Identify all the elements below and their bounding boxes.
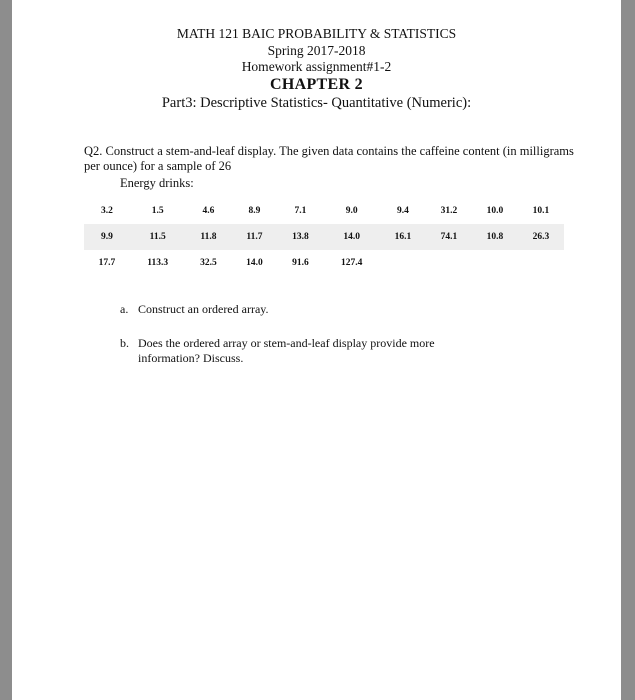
task-letter: a. <box>120 302 129 316</box>
task-letter: b. <box>120 336 129 350</box>
task-text-line1: Does the ordered array or stem-and-leaf display provide more <box>138 336 435 350</box>
table-cell: 31.2 <box>440 206 458 216</box>
chapter-heading: CHAPTER 2 <box>270 76 363 93</box>
table-cell: 10.8 <box>472 224 518 250</box>
assignment-label: Homework assignment#1-2 <box>241 59 392 74</box>
table-cell: 4.6 <box>202 206 215 216</box>
table-cell <box>380 250 426 276</box>
table-cell: 10.1 <box>532 206 550 216</box>
task-text: Construct an ordered array. <box>138 302 269 316</box>
table-row <box>84 250 564 276</box>
table-cell: 9.0 <box>345 206 358 216</box>
table-cell: 14.0 <box>323 224 380 250</box>
table-cell: 3.2 <box>101 206 113 216</box>
table-cell: 9.9 <box>84 224 130 250</box>
table-cell: 11.5 <box>130 224 185 250</box>
table-cell: 91.6 <box>292 258 309 268</box>
table-cell: 127.4 <box>340 258 363 268</box>
table-cell: 1.5 <box>151 206 164 216</box>
part-heading: Part3: Descriptive Statistics- Quantitative (Numeric): <box>161 95 472 111</box>
course-title: MATH 121 BAIC PROBABILITY & STATISTICS <box>176 26 457 41</box>
table-row <box>84 198 564 224</box>
question-text: Q2. Construct a stem-and-leaf display. The given data contains the caffeine content (in milligrams per ounce) for a sample of 26 <box>84 144 574 173</box>
table-cell: 14.0 <box>246 258 263 268</box>
table-cell: 8.9 <box>248 206 261 216</box>
table-cell: 113.3 <box>147 258 169 268</box>
data-table <box>84 198 564 276</box>
document-page <box>12 0 621 700</box>
table-cell: 17.7 <box>98 258 116 268</box>
table-cell: 11.8 <box>185 224 231 250</box>
table-cell: 7.1 <box>294 206 307 216</box>
task-text-line2: information? Discuss. <box>138 351 244 365</box>
table-cell: 16.1 <box>380 224 426 250</box>
task-item-b <box>120 336 540 366</box>
table-cell <box>518 250 564 276</box>
table-cell: 26.3 <box>518 224 564 250</box>
table-cell <box>426 250 472 276</box>
question-subheading: Energy drinks: <box>120 176 194 190</box>
table-cell <box>472 250 518 276</box>
table-cell: 9.4 <box>397 206 409 216</box>
table-cell: 74.1 <box>426 224 472 250</box>
table-cell: 10.0 <box>486 206 504 216</box>
table-cell: 13.8 <box>277 224 323 250</box>
table-cell: 11.7 <box>231 224 277 250</box>
table-cell: 32.5 <box>200 258 217 268</box>
term-label: Spring 2017-2018 <box>267 43 366 58</box>
task-item-a <box>120 302 269 317</box>
table-row <box>84 224 564 250</box>
